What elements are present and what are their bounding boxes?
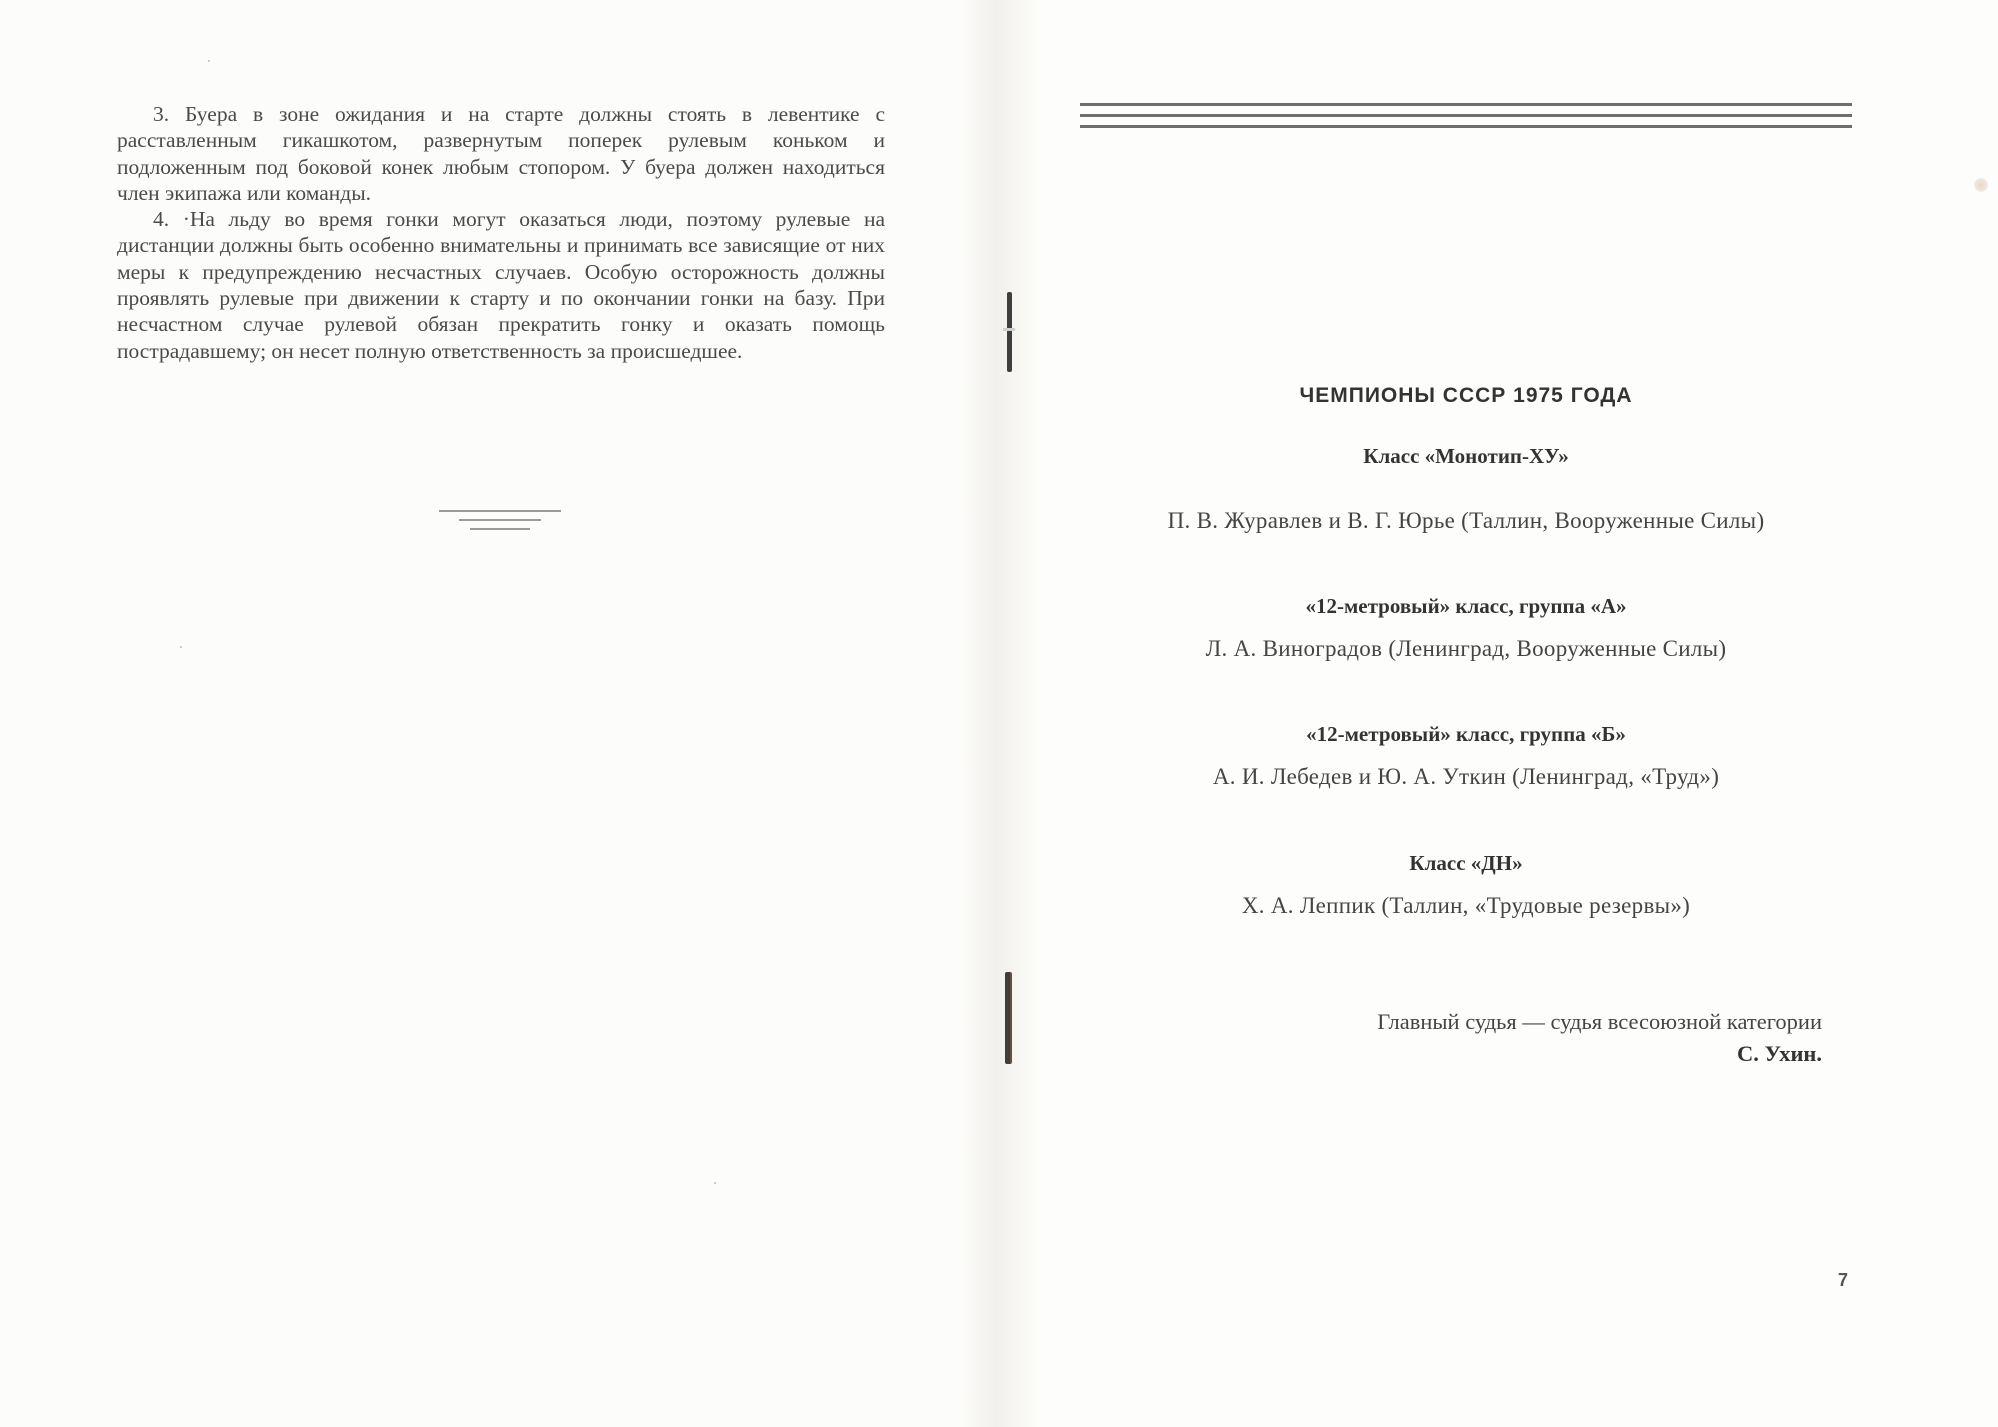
class-heading-monotype: Класс «Монотип-ХУ» [1363,444,1569,468]
header-rule-line [1080,114,1852,117]
ornament-line [439,510,561,512]
staple-icon [1007,292,1012,372]
staple-icon [1005,972,1012,1064]
rule-text: Буера в зоне ожидания и на старте должны стоять в левентике с расставленным гикашкотом, развернутым поперек рулевым коньком и подложенным под боковой конек любым стопором. У буера должен находиться член экипажа или команды. [117,102,886,205]
winner-12m-a: Л. А. Виноградов (Ленинград, Вооруженные Силы) [1205,636,1727,661]
rule-paragraph-4 [117,206,885,364]
class-heading-12m-b: «12-метровый» класс, группа «Б» [1306,722,1626,746]
class-heading-12m-a: «12-метровый» класс, группа «А» [1305,594,1627,618]
header-rule-line [1080,125,1852,128]
rule-number: 3. [153,102,170,126]
rules-text [117,101,885,364]
winner-dn: Х. А. Леппик (Таллин, «Трудовые резервы») [1241,893,1691,918]
ornament-line [470,528,530,530]
winner-monotype: П. В. Журавлев и В. Г. Юрье (Таллин, Вооруженные Силы) [1167,508,1765,533]
judge-name: С. Ухин. [1737,1041,1822,1066]
paper-speck [180,646,182,648]
section-end-ornament [435,510,565,537]
rule-text: ·На льду во время гонки могут оказаться люди, поэтому рулевые на дистанции должны быть особенно внимательны и принимать все зависящие от них меры к предупреждению несчастных случаев. Особую осторожность должны проявлять рулевые при движении к старту и по окончании гонки на базу. При несчастном случае рулевой обязан прекратить гонку и оказать помощь пострадавшему; он несет полную ответственность за происшедшее. [117,207,886,363]
page-title: ЧЕМПИОНЫ СССР 1975 ГОДА [1299,384,1633,407]
book-gutter [960,0,1040,1427]
header-rules [1080,103,1852,136]
paper-speck [208,60,210,62]
header-rule-line [1080,103,1852,106]
rule-paragraph-3 [117,101,885,206]
right-page [1000,0,1998,1427]
class-heading-dn: Класс «ДН» [1409,851,1523,875]
page-number: 7 [1838,1270,1849,1290]
judge-role: Главный судья — судья всесоюзной категории [1377,1009,1822,1034]
paper-speck [714,1182,716,1184]
winner-12m-b: А. И. Лебедев и Ю. А. Уткин (Ленинград, «Труд») [1212,764,1720,789]
rule-number: 4. [153,207,170,232]
paper-stain [1974,178,1988,192]
chief-judge [1377,1006,1822,1070]
ornament-line [459,519,541,521]
